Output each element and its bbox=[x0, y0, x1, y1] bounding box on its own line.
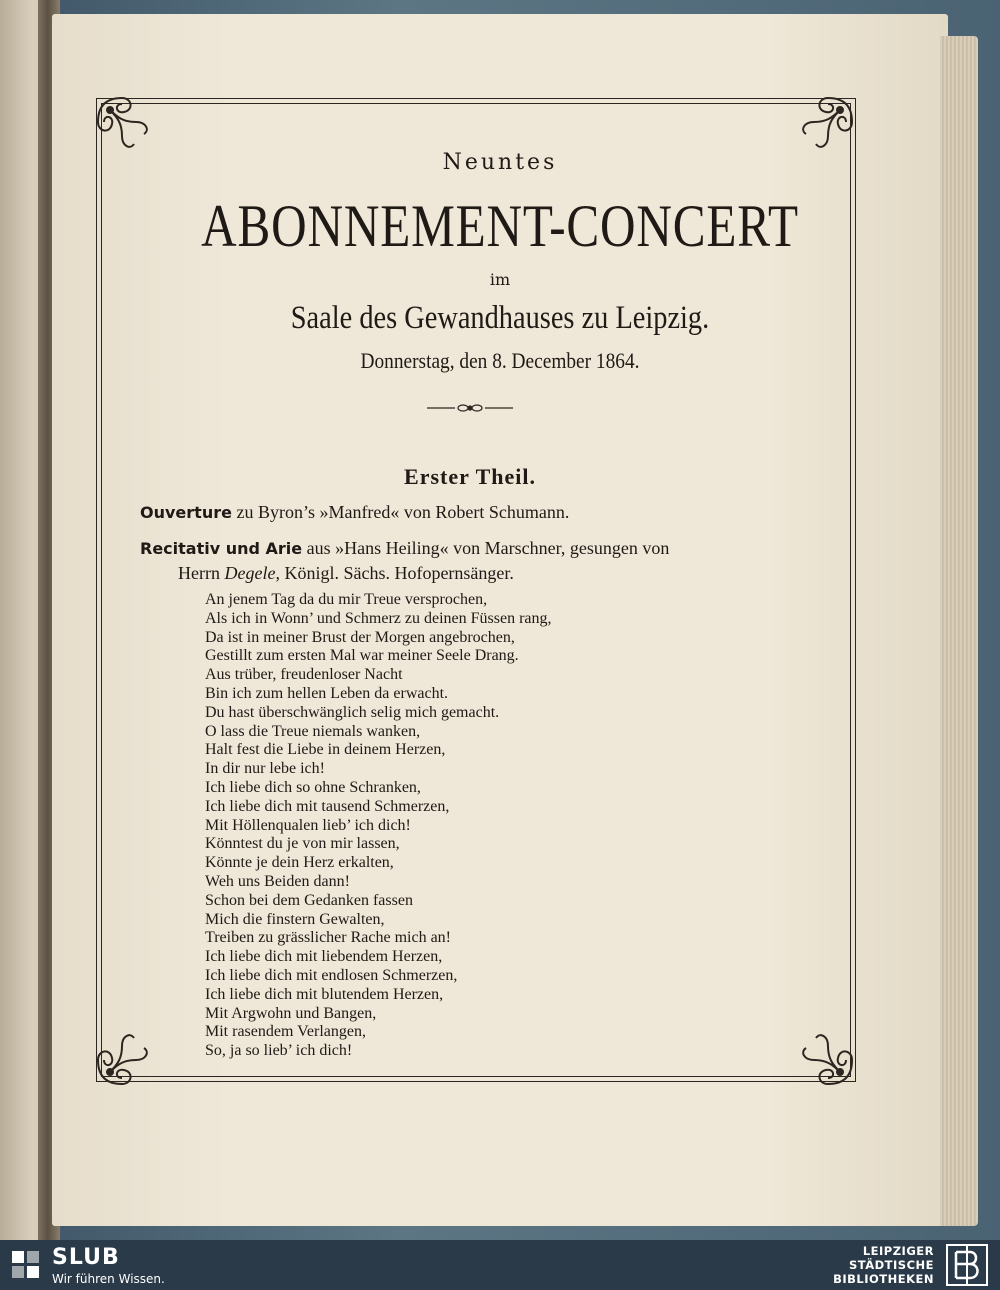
lyric-line: Schon bei dem Gedanken fassen bbox=[205, 891, 413, 909]
lyric-line: Ich liebe dich so ohne Schranken, bbox=[205, 778, 421, 796]
library-name-line: LEIPZIGER bbox=[862, 1244, 934, 1258]
slub-name[interactable]: SLUB bbox=[52, 1245, 120, 1270]
lyric-line: Halt fest die Liebe in deinem Herzen, bbox=[205, 741, 446, 759]
lyric-line: Könnte je dein Herz erkalten, bbox=[205, 854, 394, 872]
corner-ornament-icon bbox=[92, 92, 158, 158]
lyric-line: Mich die finstern Gewalten, bbox=[205, 910, 385, 928]
lyric-line: Mit Argwohn und Bangen, bbox=[205, 1004, 377, 1022]
lyrics-text bbox=[205, 591, 685, 1061]
lyric-line: Ich liebe dich mit liebendem Herzen, bbox=[205, 948, 443, 966]
program-item-text: aus »Hans Heiling« von Marschner, gesungen von bbox=[302, 538, 670, 558]
lyric-line: Ich liebe dich mit endlosen Schmerzen, bbox=[205, 966, 458, 984]
concert-date: Donnerstag, den 8. December 1864. bbox=[360, 348, 640, 373]
program-item-aria bbox=[140, 536, 800, 585]
corner-ornament-icon bbox=[792, 1024, 858, 1090]
part-heading: Erster Theil. bbox=[404, 464, 536, 489]
lyric-line: So, ja so lieb’ ich dich! bbox=[205, 1042, 353, 1060]
library-logo-icon[interactable] bbox=[946, 1244, 988, 1286]
slub-logo-icon[interactable] bbox=[12, 1251, 40, 1279]
lyric-line: Als ich in Wonn’ und Schmerz zu deinen Füssen rang, bbox=[205, 609, 552, 627]
lyric-line: O lass die Treue niemals wanken, bbox=[205, 722, 421, 740]
performer-prefix: Herrn bbox=[178, 563, 225, 583]
lyric-line: Gestillt zum ersten Mal war meiner Seele Drang. bbox=[205, 647, 519, 665]
program-item-lead: Ouverture bbox=[140, 503, 232, 522]
lyric-line: An jenem Tag da du mir Treue versprochen, bbox=[205, 591, 488, 608]
program-item-text: zu Byron’s »Manfred« von Robert Schumann. bbox=[231, 502, 570, 522]
library-name-line: STÄDTISCHE bbox=[848, 1258, 934, 1272]
concert-title: ABONNEMENT-CONCERT bbox=[201, 193, 799, 259]
page-stack-edges bbox=[940, 36, 978, 1226]
lyric-line: In dir nur lebe ich! bbox=[205, 760, 325, 778]
slub-tagline: Wir führen Wissen. bbox=[52, 1272, 165, 1286]
lyric-line: Weh uns Beiden dann! bbox=[205, 872, 350, 890]
lyric-line: Könntest du je von mir lassen, bbox=[205, 835, 400, 853]
lyric-line: Ich liebe dich mit tausend Schmerzen, bbox=[205, 797, 450, 815]
performer-line bbox=[140, 561, 800, 585]
program-item-overture bbox=[140, 500, 800, 525]
performer-name: Degele bbox=[224, 563, 276, 583]
concert-number: Neuntes bbox=[442, 150, 558, 175]
lyric-line: Da ist in meiner Brust der Morgen angebrochen, bbox=[205, 628, 515, 646]
lyric-line: Bin ich zum hellen Leben da erwacht. bbox=[205, 684, 449, 702]
lyric-line: Aus trüber, freudenloser Nacht bbox=[205, 666, 403, 684]
lyric-line: Ich liebe dich mit blutendem Herzen, bbox=[205, 985, 444, 1003]
venue-line: Saale des Gewandhauses zu Leipzig. bbox=[290, 300, 710, 336]
performer-title: , Königl. Sächs. Hofopernsänger. bbox=[275, 563, 514, 583]
library-name-line: BIBLIOTHEKEN bbox=[833, 1272, 934, 1286]
decorative-rule-icon bbox=[425, 400, 515, 416]
lyric-line: Mit rasendem Verlangen, bbox=[205, 1023, 366, 1041]
corner-ornament-icon bbox=[792, 92, 858, 158]
lyric-line: Treiben zu grässlicher Rache mich an! bbox=[205, 929, 451, 947]
corner-ornament-icon bbox=[92, 1024, 158, 1090]
lyric-line: Mit Höllenqualen lieb’ ich dich! bbox=[205, 816, 411, 834]
lyric-line: Du hast überschwänglich selig mich gemacht. bbox=[205, 703, 500, 721]
library-name bbox=[734, 1244, 934, 1286]
footer-bar bbox=[0, 1240, 1000, 1290]
title-connector: im bbox=[489, 270, 511, 289]
program-item-lead: Recitativ und Arie bbox=[140, 539, 303, 558]
